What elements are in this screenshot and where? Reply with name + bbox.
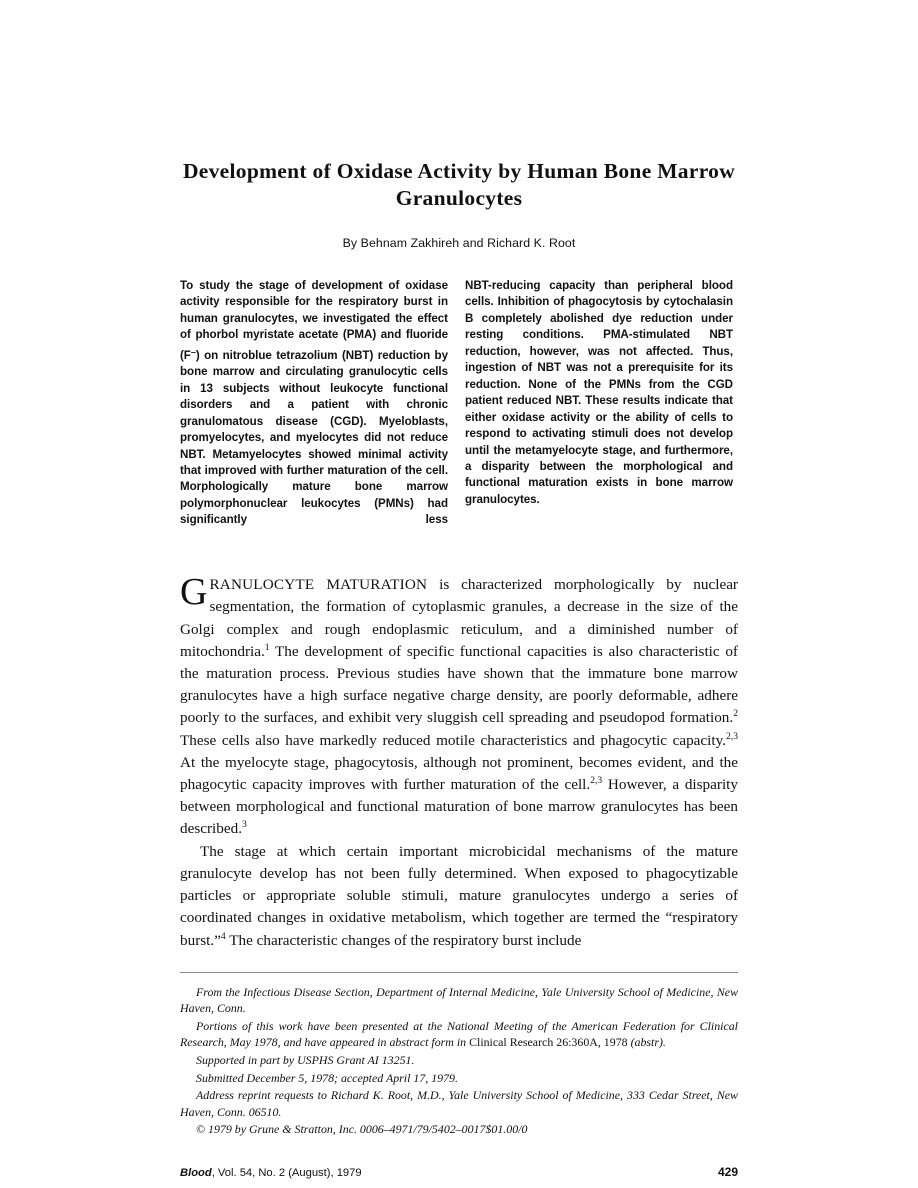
journal-citation <box>180 1167 362 1179</box>
footnote-copyright: © 1979 by Grune & Stratton, Inc. 0006–4971/79/5402–0017$01.00/0 <box>196 1122 528 1137</box>
abstract-section <box>180 278 738 545</box>
body-paragraph-1 <box>180 571 738 840</box>
reference-marker-1: 1 <box>264 641 270 653</box>
footnote-reprint-requests: Address reprint requests to Richard K. Root, M.D., Yale University School of Medicine, 333 Cedar Street, New Haven, Conn. 06510. <box>180 1088 738 1119</box>
abstract-paragraph-left <box>180 278 448 545</box>
body-p1-segment-d: At the myelocyte stage, phagocytosis, although not prominent, becomes evident, and the phagocytic capacity improves with further maturation of the cell. <box>180 753 738 794</box>
abstract-left-part2: ) on nitroblue tetrazolium (NBT) reduction by bone marrow and circulating granulocytic cells in 13 subjects without leukocyte functional disorders and a patient with chronic granulomatous disease (CGD). Myeloblasts, promyelocytes, and myelocytes did not reduce NBT. Metamyelocytes showed minimal activity that improved with further maturation of the cell. Morphologically mature bone marrow polymorphonuclear leukocytes (PMNs) had significantly less <box>180 348 448 527</box>
body-p2-segment-b: The characteristic changes of the respiratory burst include <box>225 931 582 949</box>
journal-name: Blood <box>180 1167 212 1180</box>
reference-marker-3: 2,3 <box>726 730 738 742</box>
abstract-column-left <box>180 278 448 545</box>
drop-cap-g: G <box>180 571 208 614</box>
footnote-divider <box>180 972 738 973</box>
body-text <box>180 571 738 951</box>
footnote-presentation <box>180 1018 738 1051</box>
reference-marker-2: 2 <box>733 708 738 720</box>
body-p1-segment-e: However, a disparity between morphological and functional maturation of bone marrow granulocytes has been described. <box>180 776 738 838</box>
body-p2-segment-a: The stage at which certain important microbicidal mechanisms of the mature granulocyte develop has not been fully determined. When exposed to phagocytizable particles or appropriate soluble stimuli, mature granulocytes undergo a series of coordinated changes in oxidative metabolism, which together are termed the “respiratory burst.” <box>180 842 738 949</box>
title-block <box>180 158 738 250</box>
body-paragraph-2 <box>180 841 738 952</box>
footnote-submitted: Submitted December 5, 1978; accepted April 17, 1979. <box>196 1070 458 1085</box>
fluoride-minus-sign: – <box>190 346 196 357</box>
footnote-presentation-part2: (abstr). <box>627 1035 666 1050</box>
footnote-presentation-part1: Portions of this work have been presented at the National Meeting of the American Federation for Clinical Research, May 1978, and have appeared in abstract form in <box>180 1018 738 1050</box>
page-content <box>180 0 738 1179</box>
abstract-left-part1: To study the stage of development of oxidase activity responsible for the respiratory burst in human granulocytes, we investigated the effect of phorbol myristate acetate (PMA) and fluoride (F <box>180 279 448 362</box>
abstract-paragraph-right: NBT-reducing capacity than peripheral blood cells. Inhibition of phagocytosis by cytochalasin B completely abolished dye reduction under resting conditions. PMA-stimulated NBT reduction, however, was not affected. Thus, ingestion of NBT was not a prerequisite for its reduction. None of the PMNs from the CGD patient reduced NBT. These results indicate that either oxidase activity or the ability of cells to respond to activating stimuli does not develop until the metamyelocyte stage, and furthermore, a disparity between the morphological and functional maturation exists in bone marrow granulocytes. <box>465 279 733 506</box>
author-byline: By Behnam Zakhireh and Richard K. Root <box>342 236 576 250</box>
opening-small-caps: RANULOCYTE MATURATION <box>209 576 428 594</box>
reference-marker-6: 4 <box>220 930 226 942</box>
reference-marker-5: 3 <box>242 819 247 831</box>
page-footer <box>180 1165 738 1179</box>
page-title: Development of Oxidase Activity by Human Bone Marrow Granulocytes <box>182 159 736 210</box>
footnote-citation-roman: Clinical Research 26:360A, 1978 <box>469 1035 628 1050</box>
body-p1-segment-c: These cells also have markedly reduced motile characteristics and phagocytic capacity. <box>180 731 726 749</box>
abstract-column-right <box>465 278 733 545</box>
journal-volume-info: , Vol. 54, No. 2 (August), 1979 <box>211 1167 362 1180</box>
body-p1-segment-a: is characterized morphologically by nuclear segmentation, the formation of cytoplasmic granules, a decrease in the size of the Golgi complex and rough endoplasmic reticulum, and a diminished number of mitochondria. <box>180 576 738 660</box>
footnote-support: Supported in part by USPHS Grant AI 13251. <box>196 1053 415 1068</box>
reference-marker-4: 2,3 <box>590 775 603 787</box>
footnote-affiliation: From the Infectious Disease Section, Department of Internal Medicine, Yale University School of Medicine, New Haven, Conn. <box>180 984 738 1016</box>
page-number: 429 <box>717 1165 738 1180</box>
footnote-block <box>180 984 738 1138</box>
body-p1-segment-b: The development of specific functional capacities is also characteristic of the maturation process. Previous studies have shown that the immature bone marrow granulocytes have a high surface negative charge density, are poorly deformable, adhere poorly to the surfaces, and exhibit very sluggish cell spreading and pseudopod formation. <box>180 642 738 727</box>
